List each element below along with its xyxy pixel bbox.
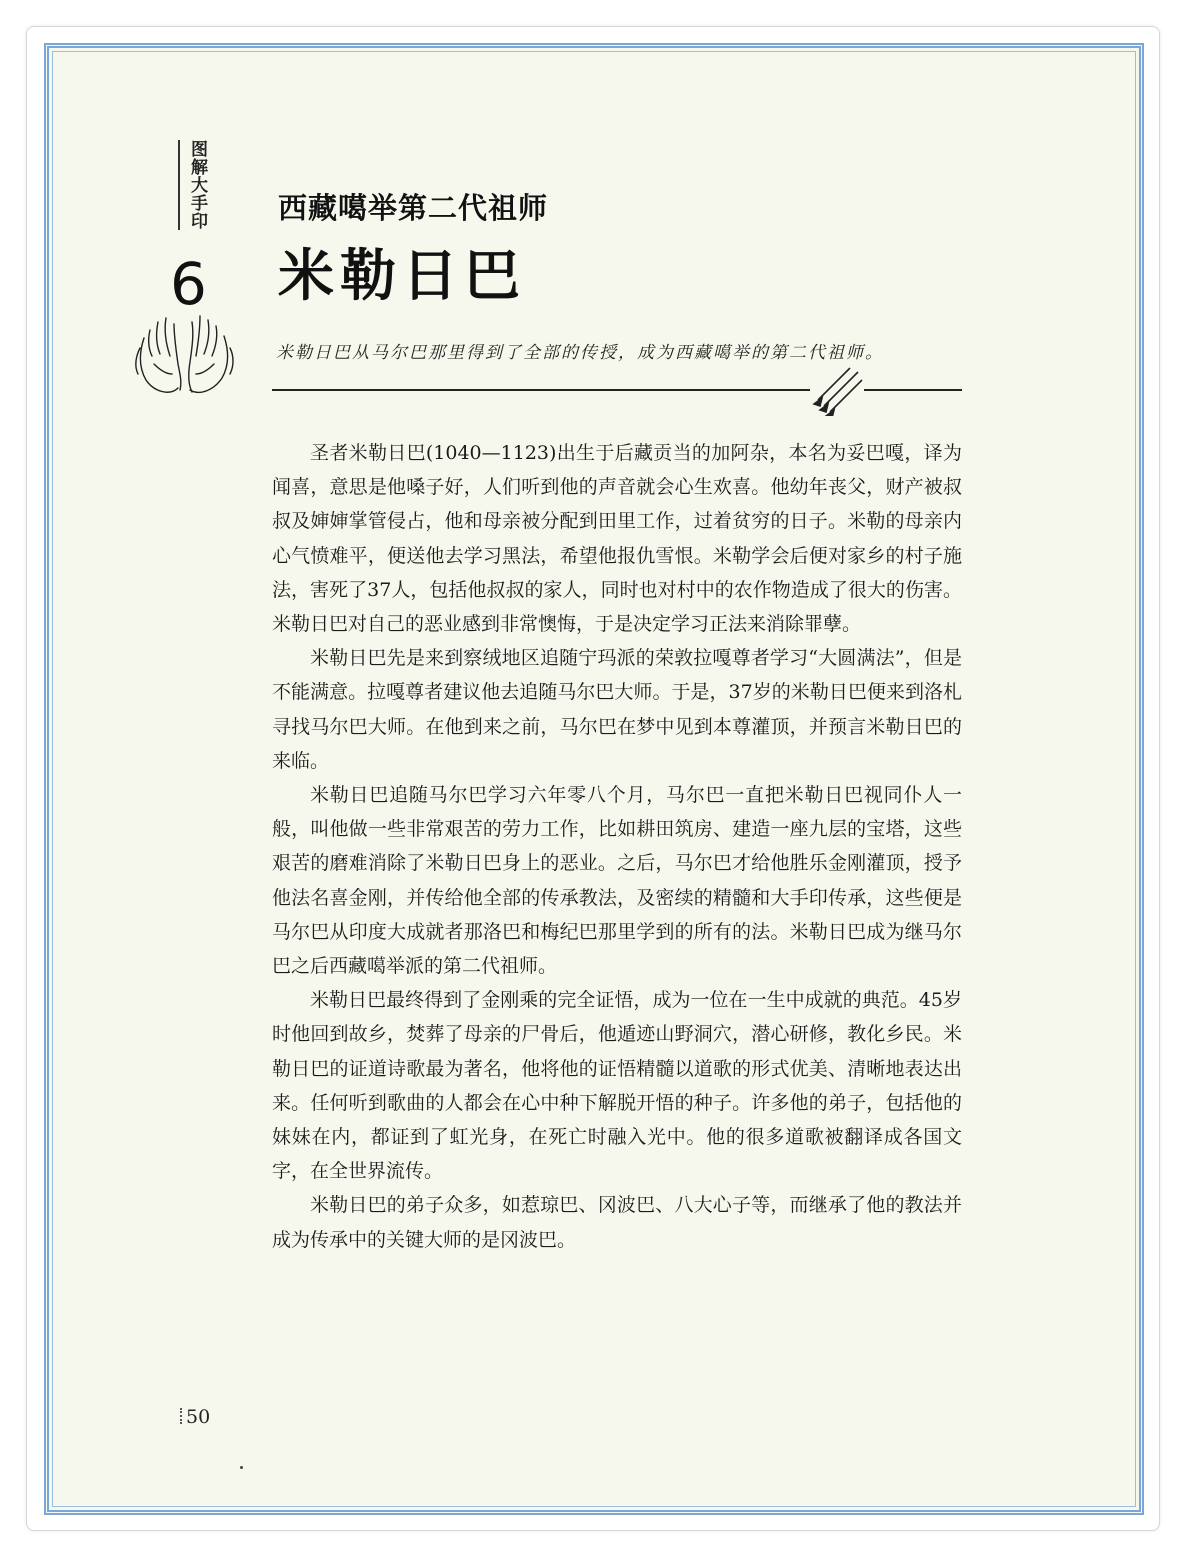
praying-hands-icon (130, 308, 238, 400)
page-number: 50 (186, 1406, 211, 1428)
chapter-number: 6 (170, 250, 207, 318)
series-title: 图解大手印 (178, 140, 206, 230)
paragraph-1: 圣者米勒日巴(1040—1123)出生于后藏贡当的加阿杂，本名为妥巴嘎，译为闻喜，意思是他嗓子好，人们听到他的声音就会心生欢喜。他幼年丧父，财产被叔叔及婶婶掌管侵占，他和母亲被分配到田里工作，过着贫穷的日子。米勒的母亲内心气愤难平，便送他去学习黑法，希望他报仇雪恨。米勒学会后便对家乡的村子施法，害死了37人，包括他叔叔的家人，同时也对村中的农作物造成了很大的伤害。米勒日巴对自己的恶业感到非常懊悔，于是决定学习正法来消除罪孽。 (272, 442, 962, 636)
paragraph-2: 米勒日巴先是来到察绒地区追随宁玛派的荣敦拉嘎尊者学习“大圆满法”，但是不能满意。拉嘎尊者建议他去追随马尔巴大师。于是，37岁的米勒日巴便来到洛札寻找马尔巴大师。在他到来之前，马尔巴在梦中见到本尊灌顶，并预言米勒日巴的来临。 (272, 647, 962, 772)
article-subtitle: 西藏噶举第二代祖师 (278, 191, 549, 225)
speck (240, 1466, 243, 1469)
paragraph-5: 米勒日巴的弟子众多，如惹琼巴、冈波巴、八大心子等，而继承了他的教法并成为传承中的关键大师的是冈波巴。 (272, 1194, 962, 1251)
article-summary: 米勒日巴从马尔巴那里得到了全部的传授，成为西藏噶举的第二代祖师。 (276, 343, 884, 363)
arrows-icon (810, 364, 864, 416)
article-title: 米勒日巴 (278, 244, 526, 309)
divider-rule-left (272, 389, 810, 391)
article-body (272, 436, 962, 1257)
divider-rule-right (864, 389, 962, 391)
paragraph-3: 米勒日巴追随马尔巴学习六年零八个月，马尔巴一直把米勒日巴视同仆人一般，叫他做一些非常艰苦的劳力工作，比如耕田筑房、建造一座九层的宝塔，这些艰苦的磨难消除了米勒日巴身上的恶业。之后，马尔巴才给他胜乐金刚灌顶，授予他法名喜金刚，并传给他全部的传承教法，及密续的精髓和大手印传承，这些便是马尔巴从印度大成就者那洛巴和梅纪巴那里学到的所有的法。米勒日巴成为继马尔巴之后西藏噶举派的第二代祖师。 (272, 784, 962, 978)
paragraph-4: 米勒日巴最终得到了金刚乘的完全证悟，成为一位在一生中成就的典范。45岁时他回到故乡，焚葬了母亲的尸骨后，他遁迹山野洞穴，潜心研修，教化乡民。米勒日巴的证道诗歌最为著名，他将他的证悟精髓以道歌的形式优美、清晰地表达出来。任何听到歌曲的人都会在心中种下解脱开悟的种子。许多他的弟子，包括他的妹妹在内，都证到了虹光身，在死亡时融入光中。他的很多道歌被翻译成各国文字，在全世界流传。 (272, 989, 962, 1183)
